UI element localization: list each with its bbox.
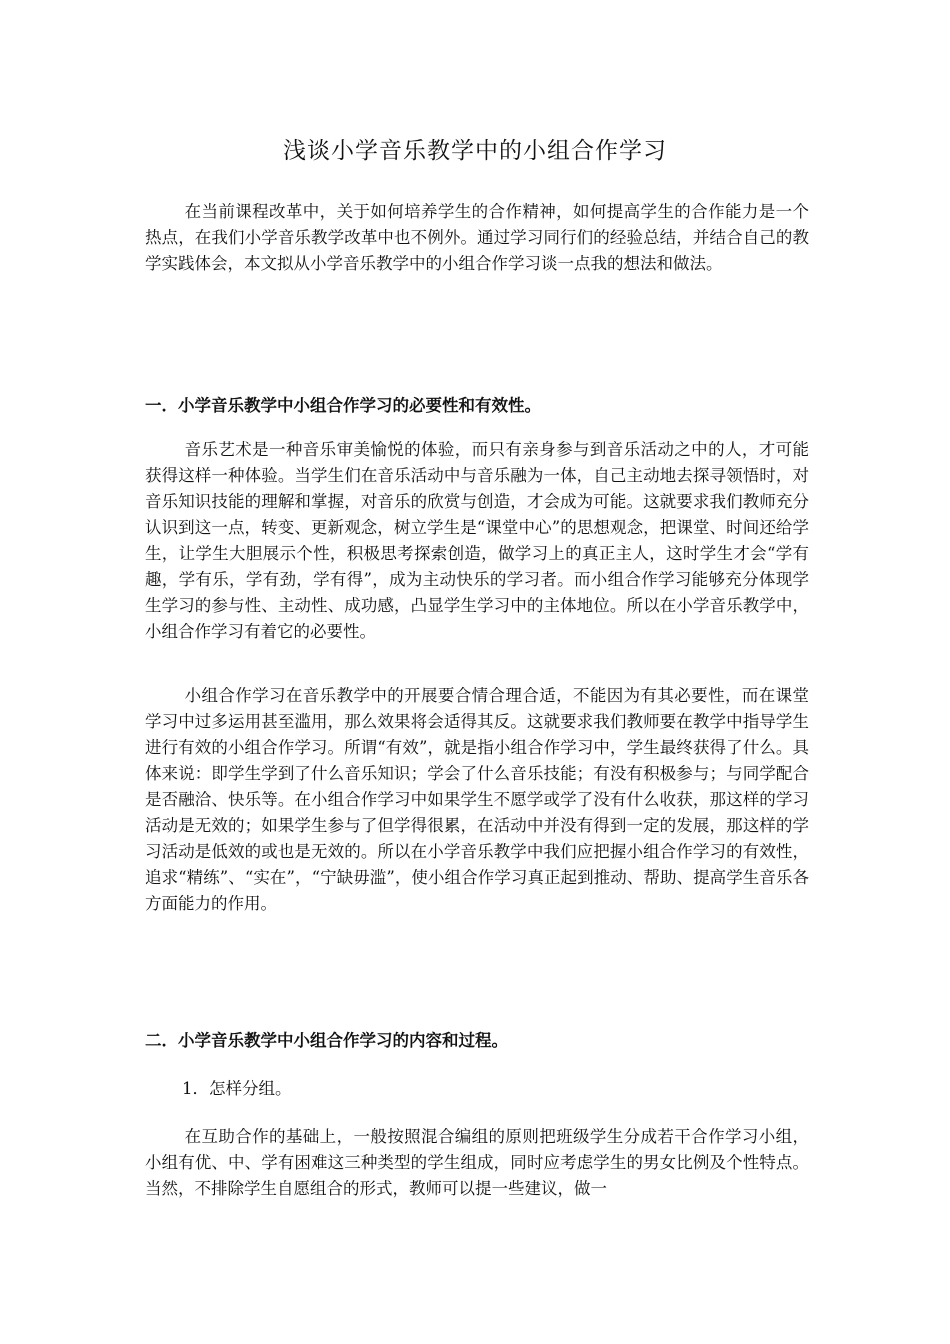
intro-paragraph: 在当前课程改革中，关于如何培养学生的合作精神，如何提高学生的合作能力是一个热点，在我们小学音乐教学改革中也不例外。通过学习同行们的经验总结，并结合自己的教学实践体会，本文拟从小学音乐教学中的小组合作学习谈一点我的想法和做法。 — [145, 202, 809, 273]
document-title: 浅谈小学音乐教学中的小组合作学习 — [283, 138, 667, 164]
section-2-heading: 二．小学音乐教学中小组合作学习的内容和过程。 — [145, 1031, 508, 1050]
section-1-heading: 一．小学音乐教学中小组合作学习的必要性和有效性。 — [145, 396, 541, 415]
section-1-paragraph-1: 音乐艺术是一种音乐审美愉悦的体验，而只有亲身参与到音乐活动之中的人，才可能获得这样一种体验。当学生们在音乐活动中与音乐融为一体，自己主动地去探寻领悟时，对音乐知识技能的理解和掌握，对音乐的欣赏与创造，才会成为可能。这就要求我们教师充分认识到这一点，转变、更新观念，树立学生是“课堂中心”的思想观念，把课堂、时间还给学生，让学生大胆展示个性，积极思考探索创造，做学习上的真正主人，这时学生才会“学有趣，学有乐，学有劲，学有得”，成为主动快乐的学习者。而小组合作学习能够充分体现学生学习的参与性、主动性、成功感，凸显学生学习中的主体地位。所以在小学音乐教学中，小组合作学习有着它的必要性。 — [145, 440, 809, 641]
section-1-paragraph-2: 小组合作学习在音乐教学中的开展要合情合理合适，不能因为有其必要性，而在课堂学习中过多运用甚至滥用，那么效果将会适得其反。这就要求我们教师要在教学中指导学生进行有效的小组合作学习。所谓“有效”，就是指小组合作学习中，学生最终获得了什么。具体来说：即学生学到了什么音乐知识；学会了什么音乐技能；有没有积极参与；与同学配合是否融洽、快乐等。在小组合作学习中如果学生不愿学或学了没有什么收获，那这样的学习活动是无效的；如果学生参与了但学得很累，在活动中并没有得到一定的发展，那这样的学习活动是低效的或也是无效的。所以在小学音乐教学中我们应把握小组合作学习的有效性，追求“精练”、“实在”，“宁缺毋滥”，使小组合作学习真正起到推动、帮助、提高学生音乐各方面能力的作用。 — [145, 686, 809, 913]
section-2-subheading-1: 1．怎样分组。 — [182, 1079, 292, 1098]
section-2-paragraph-1: 在互助合作的基础上，一般按照混合编组的原则把班级学生分成若干合作学习小组，小组有优、中、学有困难这三种类型的学生组成，同时应考虑学生的男女比例及个性特点。当然，不排除学生自愿组合的形式，教师可以提一些建议，做一 — [145, 1127, 809, 1198]
